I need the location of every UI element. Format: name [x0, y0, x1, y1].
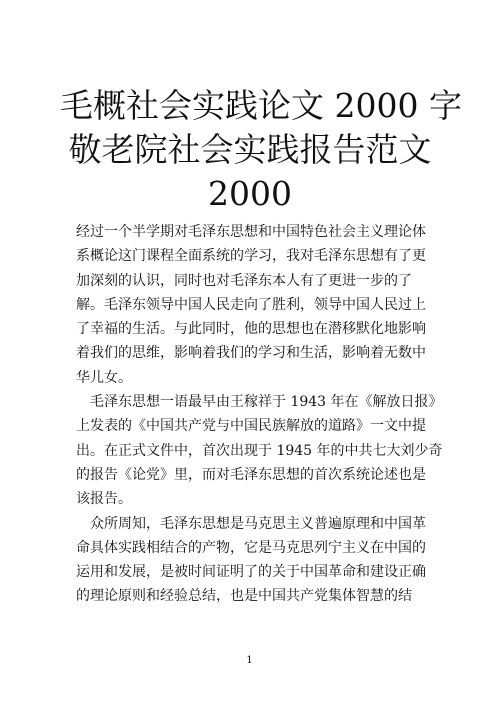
- paragraph: [76, 390, 443, 511]
- title-line: 毛概社会实践论文 2000 字: [60, 86, 462, 125]
- text-line: 上发表的《中国共产党与中国民族解放的道路》一文中提: [76, 418, 426, 435]
- text-line: 加深刻的认识，同时也对毛泽东本人有了更进一步的了: [76, 272, 412, 289]
- text-line: 华儿女。: [76, 369, 132, 386]
- title-line: 2000: [208, 174, 292, 213]
- document-body: [76, 220, 443, 609]
- text-line: 该报告。: [76, 491, 132, 508]
- text-line: 系概论这门课程全面系统的学习，我对毛泽东思想有了更: [76, 248, 426, 265]
- text-line: 运用和发展，是被时间证明了的关于中国革命和建设正确: [76, 564, 426, 581]
- text-line: 解。毛泽东领导中国人民走向了胜利，领导中国人民过上: [76, 296, 426, 313]
- text-line: 的报告《论党》里，而对毛泽东思想的首次系统论述也是: [76, 466, 426, 483]
- paragraph: [76, 220, 426, 390]
- title-line: 敬老院社会实践报告范文: [68, 130, 432, 169]
- text-line: 了幸福的生活。与此同时，他的思想也在潜移默化地影响: [76, 321, 426, 338]
- text-line: 众所周知，毛泽东思想是马克思主义普遍原理和中国革: [90, 515, 426, 532]
- page-number: 1: [246, 655, 253, 666]
- text-line: 出。在正式文件中，首次出现于 1945 年的中共七大刘少奇: [76, 442, 443, 459]
- text-line: 命具体实践相结合的产物，它是马克思列宁主义在中国的: [76, 539, 426, 556]
- document-title: [60, 84, 462, 216]
- paragraph: [76, 512, 426, 609]
- text-line: 着我们的思维，影响着我们的学习和生活，影响着无数中: [76, 345, 426, 362]
- text-line: 的理论原则和经验总结，也是中国共产党集体智慧的结: [76, 588, 412, 605]
- text-line: 毛泽东思想一语最早由王稼祥于 1943 年在《解放日报》: [90, 394, 443, 411]
- text-line: 经过一个半学期对毛泽东思想和中国特色社会主义理论体: [76, 224, 426, 240]
